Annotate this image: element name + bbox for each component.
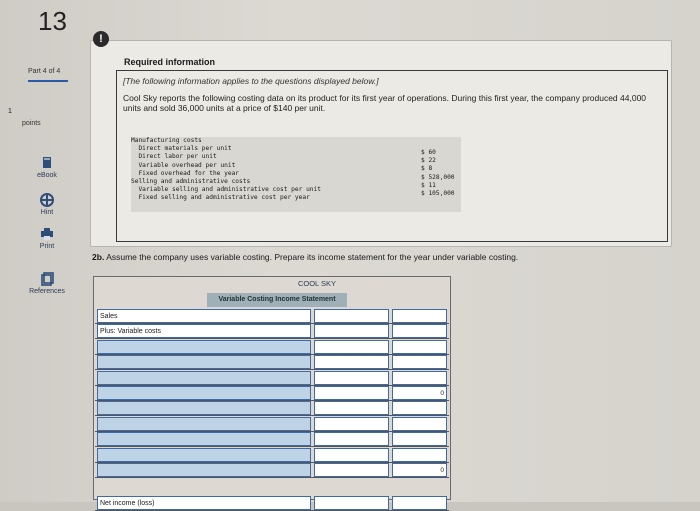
total-input[interactable]: 0	[392, 463, 447, 477]
amount-input[interactable]	[314, 448, 389, 462]
ebook-button[interactable]	[22, 156, 72, 179]
costing-data-table	[131, 137, 461, 212]
table-row	[95, 432, 449, 447]
info-paragraph: Cool Sky reports the following costing data on its product for its first year of operations. During this first year, the company produced 44,000 units and sold 36,000 units at a price of $140 per unit.	[123, 93, 647, 113]
amount-input[interactable]	[314, 309, 389, 323]
part-indicator[interactable]: Part 4 of 4	[28, 68, 61, 75]
question-text: Assume the company uses variable costing. Prepare its income statement for the year under variable costing.	[106, 252, 519, 262]
cost-value: $ 8	[421, 165, 433, 173]
cost-line: Selling and administrative costs	[131, 178, 251, 186]
cost-line: Fixed selling and administrative cost per year	[131, 194, 310, 202]
cost-line: Direct labor per unit	[131, 153, 217, 161]
table-row	[95, 386, 449, 401]
alert-icon: !	[93, 31, 109, 47]
cost-values	[421, 149, 461, 198]
amount-input[interactable]	[314, 417, 389, 431]
statement-title: Variable Costing Income Statement	[207, 293, 347, 307]
required-info-title: Required information	[124, 57, 216, 67]
references-label: References	[29, 288, 65, 295]
amount-input[interactable]	[314, 340, 389, 354]
hint-button[interactable]	[22, 193, 72, 216]
print-button[interactable]	[22, 227, 72, 250]
question-number: 13	[38, 6, 67, 36]
row-label-input[interactable]	[97, 463, 311, 477]
row-label-input[interactable]	[97, 340, 311, 354]
row-label-input[interactable]: Sales	[97, 309, 311, 323]
cost-line: Direct materials per unit	[131, 145, 232, 153]
print-label: Print	[39, 243, 55, 250]
table-row	[95, 448, 449, 463]
points-label: points	[22, 120, 41, 127]
row-label-input[interactable]	[97, 417, 311, 431]
part-progress-bar	[28, 80, 68, 82]
table-row	[95, 340, 449, 355]
book-icon	[40, 156, 54, 170]
row-label-input[interactable]	[97, 432, 311, 446]
table-row	[95, 355, 449, 370]
references-icon	[40, 272, 54, 286]
cost-line: Variable selling and administrative cost per unit	[131, 186, 321, 194]
amount-input[interactable]	[314, 324, 389, 338]
total-input[interactable]	[392, 496, 447, 510]
table-row	[95, 463, 449, 478]
total-input[interactable]: 0	[392, 386, 447, 400]
table-row	[95, 324, 449, 339]
hint-icon	[40, 193, 54, 207]
total-input[interactable]	[392, 401, 447, 415]
statement-company: COOL SKY	[297, 279, 337, 288]
table-row	[95, 309, 449, 324]
row-label-input[interactable]	[97, 386, 311, 400]
question-label: 2b.	[92, 252, 105, 262]
cost-line: Manufacturing costs	[131, 137, 202, 144]
info-note: [The following information applies to the questions displayed below.]	[123, 76, 379, 86]
required-info-card	[90, 40, 672, 247]
hint-label: Hint	[40, 209, 54, 216]
row-label-input[interactable]	[97, 448, 311, 462]
total-input[interactable]	[392, 355, 447, 369]
cost-value: $ 22	[421, 157, 436, 165]
amount-input[interactable]	[314, 371, 389, 385]
table-row	[95, 496, 449, 511]
row-label-input[interactable]: Plus: Variable costs	[97, 324, 311, 338]
table-row	[95, 401, 449, 416]
cost-value: $ 105,000	[421, 190, 455, 198]
total-input[interactable]	[392, 448, 447, 462]
points-value: 1	[8, 108, 12, 115]
total-input[interactable]	[392, 371, 447, 385]
total-input[interactable]	[392, 324, 447, 338]
cost-value: $ 60	[421, 149, 436, 156]
row-label-input[interactable]	[97, 371, 311, 385]
cost-line: Variable overhead per unit	[131, 161, 236, 169]
amount-input[interactable]	[314, 463, 389, 477]
table-row	[95, 371, 449, 386]
cost-value: $ 528,000	[421, 173, 455, 181]
references-button[interactable]	[22, 272, 72, 295]
left-nav	[0, 0, 82, 502]
amount-input[interactable]	[314, 432, 389, 446]
row-label-input[interactable]: Net income (loss)	[97, 496, 311, 510]
cost-line: Fixed overhead for the year	[131, 169, 240, 177]
print-icon	[40, 227, 54, 241]
total-input[interactable]	[392, 417, 447, 431]
table-row	[95, 417, 449, 432]
amount-input[interactable]	[314, 386, 389, 400]
question-prompt	[92, 252, 518, 262]
row-label-input[interactable]	[97, 355, 311, 369]
row-label-input[interactable]	[97, 401, 311, 415]
total-input[interactable]	[392, 340, 447, 354]
amount-input[interactable]	[314, 401, 389, 415]
total-input[interactable]	[392, 309, 447, 323]
ebook-label: eBook	[37, 172, 57, 179]
amount-input[interactable]	[314, 496, 389, 510]
amount-input[interactable]	[314, 355, 389, 369]
income-statement-table	[93, 276, 451, 508]
total-input[interactable]	[392, 432, 447, 446]
cost-value: $ 11	[421, 181, 436, 189]
